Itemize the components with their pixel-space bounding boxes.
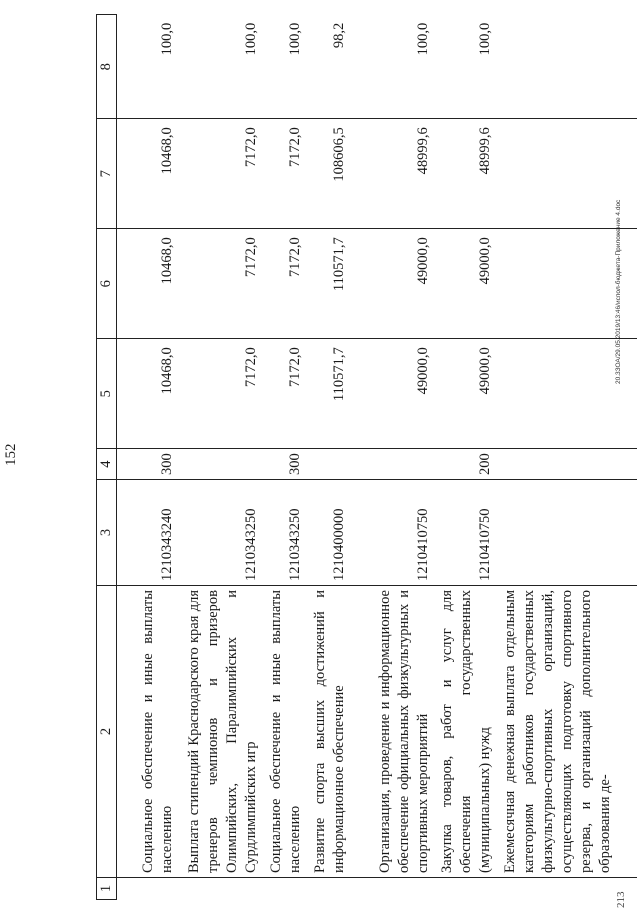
- row-code: [497, 480, 637, 586]
- row-value-5: 7172,0: [179, 339, 263, 449]
- row-value-8: [497, 15, 637, 119]
- row-value-7: 7172,0: [263, 119, 307, 229]
- row-code: 1210343250: [263, 480, 307, 586]
- row-value-6: 49000,0: [435, 229, 497, 339]
- footer-filepath: 20.3ЗОА/29.05.2019/13:46/испол-бюджета-Приложение 4.doc: [615, 200, 622, 384]
- table-header-row: [97, 15, 117, 900]
- row-value-8: 98,2: [307, 15, 351, 119]
- row-value-5: 49000,0: [351, 339, 435, 449]
- header-cell: 6: [97, 229, 117, 339]
- row-code: 1210410750: [435, 480, 497, 586]
- row-value-7: [497, 119, 637, 229]
- header-cell: 8: [97, 15, 117, 119]
- row-value-8: 100,0: [117, 15, 180, 119]
- row-value-7: 48999,6: [435, 119, 497, 229]
- row-value-5: 49000,0: [435, 339, 497, 449]
- row-vr: 300: [117, 449, 180, 480]
- row-name: Ежемесячная денежная выплата отдельным категориям работников государственных физкультурно-спортивных организаций, осуществляющих подготовку спортивного резерва, и организаций дополнительного образования де-: [497, 586, 637, 878]
- budget-table: [96, 14, 637, 900]
- row-value-7: 10468,0: [117, 119, 180, 229]
- row-value-6: [497, 229, 637, 339]
- table-row: [117, 15, 180, 900]
- row-name: Организация, проведение и информационное обеспечение официальных физкультурных и спортивных мероприятий: [351, 586, 435, 878]
- row-code: 1210410750: [351, 480, 435, 586]
- row-vr: [179, 449, 263, 480]
- header-cell: 1: [97, 878, 117, 900]
- page-number: 152: [3, 444, 20, 467]
- row-value-5: 10468,0: [117, 339, 180, 449]
- row-value-5: [497, 339, 637, 449]
- header-cell: 2: [97, 586, 117, 878]
- row-name: Социальное обеспечение и иные выплаты населению: [117, 586, 180, 878]
- row-name: Выплата стипендий Краснодарского края для тренеров чемпионов и призеров Олимпийских, Паралимпийских и Сурдлимпийских игр: [179, 586, 263, 878]
- row-value-5: 7172,0: [263, 339, 307, 449]
- row-vr: [351, 449, 435, 480]
- row-code: 1210343240: [117, 480, 180, 586]
- row-value-6: 7172,0: [263, 229, 307, 339]
- row-value-7: 48999,6: [351, 119, 435, 229]
- row-value-6: 10468,0: [117, 229, 180, 339]
- row-value-5: 110571,7: [307, 339, 351, 449]
- margin-number: 213: [615, 892, 627, 908]
- row-value-8: 100,0: [179, 15, 263, 119]
- row-code: 1210400000: [307, 480, 351, 586]
- table-row: [497, 15, 637, 900]
- row-value-7: 7172,0: [179, 119, 263, 229]
- row-value-8: 100,0: [351, 15, 435, 119]
- row-vr: [497, 449, 637, 480]
- row-vr: 200: [435, 449, 497, 480]
- table-row: [179, 15, 263, 900]
- row-value-7: 108606,5: [307, 119, 351, 229]
- header-cell: 4: [97, 449, 117, 480]
- row-name: Развитие спорта высших достижений и информационное обеспечение: [307, 586, 351, 878]
- row-value-8: 100,0: [435, 15, 497, 119]
- row-name: Социальное обеспечение и иные выплаты населению: [263, 586, 307, 878]
- row-value-8: 100,0: [263, 15, 307, 119]
- row-name: Закупка товаров, работ и услуг для обеспечения государственных (муниципальных) нужд: [435, 586, 497, 878]
- header-cell: 5: [97, 339, 117, 449]
- table-row: [263, 15, 307, 900]
- header-cell: 7: [97, 119, 117, 229]
- row-code: 1210343250: [179, 480, 263, 586]
- row-value-6: 49000,0: [351, 229, 435, 339]
- table-row: [307, 15, 351, 900]
- table-row: [351, 15, 435, 900]
- row-vr: [307, 449, 351, 480]
- header-cell: 3: [97, 480, 117, 586]
- table-row: [435, 15, 497, 900]
- row-vr: 300: [263, 449, 307, 480]
- row-value-6: 110571,7: [307, 229, 351, 339]
- row-value-6: 7172,0: [179, 229, 263, 339]
